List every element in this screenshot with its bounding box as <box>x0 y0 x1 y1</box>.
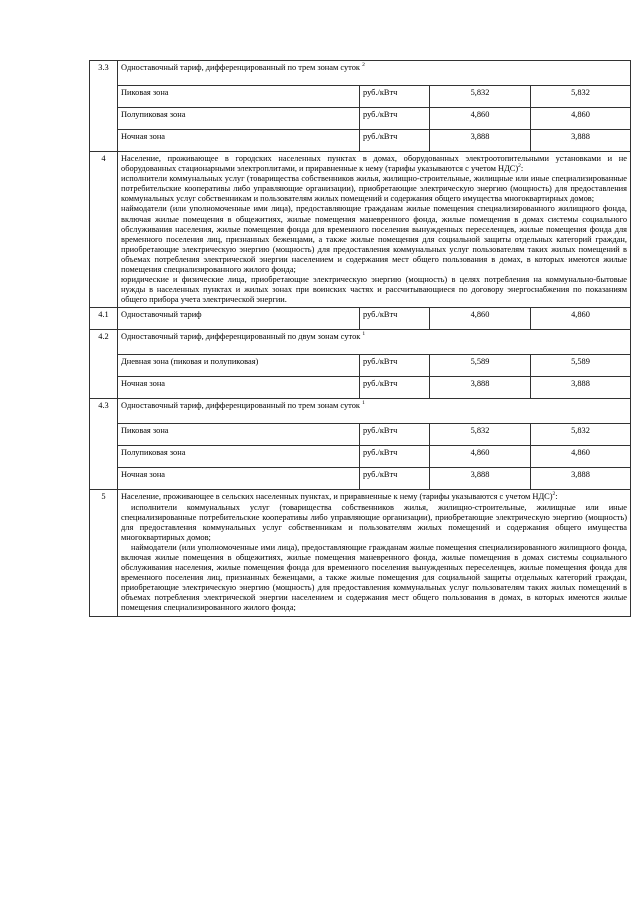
zone-name: Пиковая зона <box>118 86 360 108</box>
row-number: 4.2 <box>90 330 118 399</box>
row-number: 4.1 <box>90 308 118 330</box>
unit: руб./кВтч <box>360 424 430 446</box>
footnote-mark: 2 <box>518 163 521 170</box>
row-title: Одноставочный тариф, дифференцированный по двум зонам суток $^1$ <box>118 330 631 355</box>
unit: руб./кВтч <box>360 468 430 490</box>
zone-name: Дневная зона (пиковая и полупиковая) <box>118 355 360 377</box>
description-paragraph: исполнители коммунальных услуг (товарищества собственников жилья, жилищно-строительные, жилищные или иные специализированные потребительские кооперативы либо управляющие организации), приобретающие электрическую энергию (мощность) для предоставления коммунальных услуг собственникам и пользователям жилых помещений и содержания общего имущества многоквартирных домов; <box>121 174 628 204</box>
row-number: 3.3 <box>90 61 118 152</box>
value-2: 5,832 <box>531 86 631 108</box>
description-paragraph: юридические и физические лица, приобретающие электрическую энергию (мощность) в целях потребления на коммунально-бытовые нужды в населенных пунктах и жилых зонах при воинских частях и рассчитывающиеся по договору энергоснабжения по показаниям общего прибора учета электрической энергии. <box>121 275 628 305</box>
row-number: 5 <box>90 490 118 616</box>
category-description <box>118 490 631 616</box>
unit: руб./кВтч <box>360 355 430 377</box>
zone-name: Ночная зона <box>118 377 360 399</box>
footnote-mark: 2 <box>362 62 365 68</box>
description-paragraph: исполнители коммунальных услуг (товарищества собственников жилья, жилищно-строительные, жилищные или иные специализированные потребительские кооперативы либо управляющие организации), приобретающие электрическую энергию (мощность) для предоставления коммунальных услуг собственникам и пользователям жилых помещений и содержания общего имущества многоквартирных домов; <box>121 502 628 542</box>
zone-name: Ночная зона <box>118 468 360 490</box>
table-row <box>90 108 631 130</box>
zone-name: Ночная зона <box>118 130 360 152</box>
footnote-mark: 1 <box>362 400 365 407</box>
description-paragraph: Население, проживающее в городских населенных пунктах в домах, оборудованных электроотопительными установками и не оборудованных стационарными электроплитами, и приравненные к нему (тарифы указываются с учетом НДС)$^2$: <box>121 154 628 174</box>
category-description <box>118 152 631 308</box>
unit: руб./кВтч <box>360 86 430 108</box>
value-1: 5,832 <box>430 424 531 446</box>
description-paragraph: наймодатели (или уполномоченные ими лица), предоставляющие гражданам жилые помещения специализированного жилищного фонда, включая жилые помещения в общежитиях, жилые помещения маневренного фонда, жилые помещения в домах системы социального обслуживания населения, жилые помещения фонда для временного поселения вынужденных переселенцев, жилые помещения фонда для временного поселения лиц, признанных беженцами, а также жилые помещения для социальной защиты отдельных категорий граждан, приобретающие электрическую энергию (мощность) для предоставления коммунальных услуг пользователям таких жилых помещений в объемах потребления электрической энергии населением и содержания мест общего пользования в домах, в которых имеются жилые помещения специализированного жилого фонда; <box>121 204 628 275</box>
tariff-name: Одноставочный тариф <box>118 308 360 330</box>
value-1: 4,860 <box>430 446 531 468</box>
value-2: 5,832 <box>531 424 631 446</box>
table-row <box>90 468 631 490</box>
value-2: 5,589 <box>531 355 631 377</box>
value-2: 4,860 <box>531 308 631 330</box>
table-row <box>90 424 631 446</box>
table-row <box>90 446 631 468</box>
description-paragraph: Население, проживающее в сельских населенных пунктах, и приравненные к нему (тарифы указываются с учетом НДС)$^2$: <box>121 491 558 502</box>
zone-name: Полупиковая зона <box>118 446 360 468</box>
row-number: 4.3 <box>90 399 118 490</box>
value-2: 3,888 <box>531 130 631 152</box>
value-1: 4,860 <box>430 108 531 130</box>
footnote-mark: 1 <box>362 331 366 338</box>
unit: руб./кВтч <box>360 377 430 399</box>
table-row <box>90 86 631 108</box>
value-2: 4,860 <box>531 108 631 130</box>
unit: руб./кВтч <box>360 130 430 152</box>
table-row <box>90 377 631 399</box>
value-1: 5,832 <box>430 86 531 108</box>
row-4 <box>90 152 631 308</box>
zone-name: Пиковая зона <box>118 424 360 446</box>
row-3-3-header <box>90 61 631 86</box>
unit: руб./кВтч <box>360 446 430 468</box>
table-row <box>90 355 631 377</box>
zone-name: Полупиковая зона <box>118 108 360 130</box>
value-2: 3,888 <box>531 468 631 490</box>
value-2: 3,888 <box>531 377 631 399</box>
value-1: 5,589 <box>430 355 531 377</box>
value-1: 3,888 <box>430 377 531 399</box>
tariff-table <box>89 60 631 617</box>
value-1: 3,888 <box>430 130 531 152</box>
unit: руб./кВтч <box>360 308 430 330</box>
unit: руб./кВтч <box>360 108 430 130</box>
value-1: 4,860 <box>430 308 531 330</box>
value-2: 4,860 <box>531 446 631 468</box>
row-number: 4 <box>90 152 118 308</box>
footnote-mark: 2 <box>552 491 556 498</box>
description-paragraph: наймодатели (или уполномоченные ими лица), предоставляющие гражданам жилые помещения специализированного жилищного фонда, включая жилые помещения в общежитиях, жилые помещения маневренного фонда, жилые помещения в домах системы социального обслуживания населения, жилые помещения фонда для временного поселения вынужденных переселенцев, жилые помещения фонда для временного поселения лиц, признанных беженцами, а также жилые помещения для социальной защиты отдельных категорий граждан, приобретающие электрическую энергию (мощность) для предоставления коммунальных услуг пользователям таких жилых помещений в объемах потребления электрической энергии населением и содержания мест общего пользования в домах, в которых имеются жилые помещения специализированного жилого фонда; <box>121 542 628 613</box>
row-title: Одноставочный тариф, дифференцированный по трем зонам суток $^2$ <box>118 61 631 86</box>
row-4-2-header <box>90 330 631 355</box>
row-4-1 <box>90 308 631 330</box>
row-4-3-header <box>90 399 631 424</box>
row-5 <box>90 490 631 616</box>
value-1: 3,888 <box>430 468 531 490</box>
row-title: Одноставочный тариф, дифференцированный по трем зонам суток $^1$ <box>118 399 631 424</box>
table-row <box>90 130 631 152</box>
